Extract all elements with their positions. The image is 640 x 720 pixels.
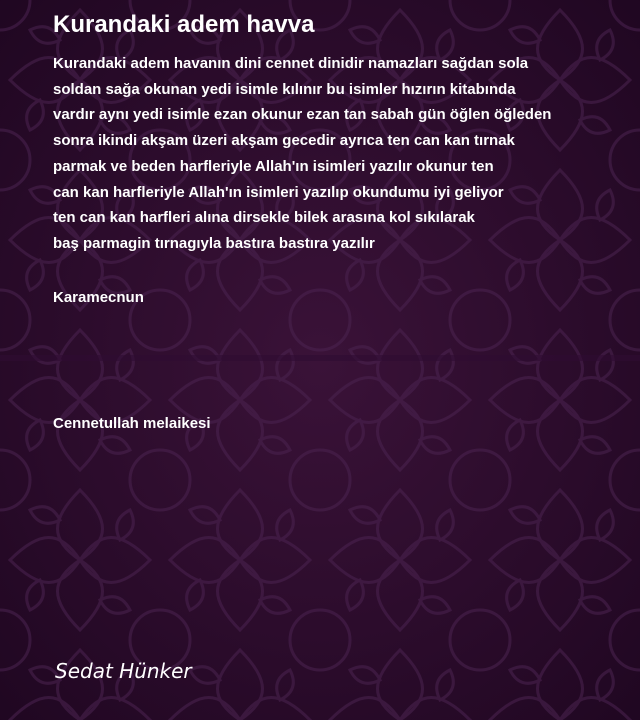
poem-body <box>53 51 613 257</box>
poem-line: can kan harfleriyle Allah'ın isimleri yazılıp okundumu iyi geliyor <box>53 183 504 201</box>
poem-line: vardır aynı yedi isimle ezan okunur ezan tan sabah gün öğlen öğleden <box>53 106 552 124</box>
poem-line: Kurandaki adem havanın dini cennet dinidir namazları sağdan sola <box>53 55 529 72</box>
signature-karamecnun: Karamecnun <box>53 289 144 306</box>
author-name: Sedat Hünker <box>55 659 192 683</box>
poem-title: Kurandaki adem havva <box>53 11 315 38</box>
poem-line: ten can kan harfleri alına dirsekle bilek arasına kol sıkılarak <box>53 209 475 227</box>
signature-cennetullah: Cennetullah melaikesi <box>53 415 211 432</box>
poem-container <box>53 10 613 257</box>
poem-line: sonra ikindi akşam üzeri akşam gecedir ayrıca ten can kan tırnak <box>53 132 515 150</box>
poem-line: soldan sağa okunan yedi isimle kılınır bu isimler hızırın kitabında <box>53 80 516 98</box>
poem-line: parmak ve beden harfleriyle Allah'ın isimleri yazılır okunur ten <box>53 157 494 175</box>
poem-line: baş parmagin tırnagıyla bastıra bastıra yazılır <box>53 234 375 252</box>
